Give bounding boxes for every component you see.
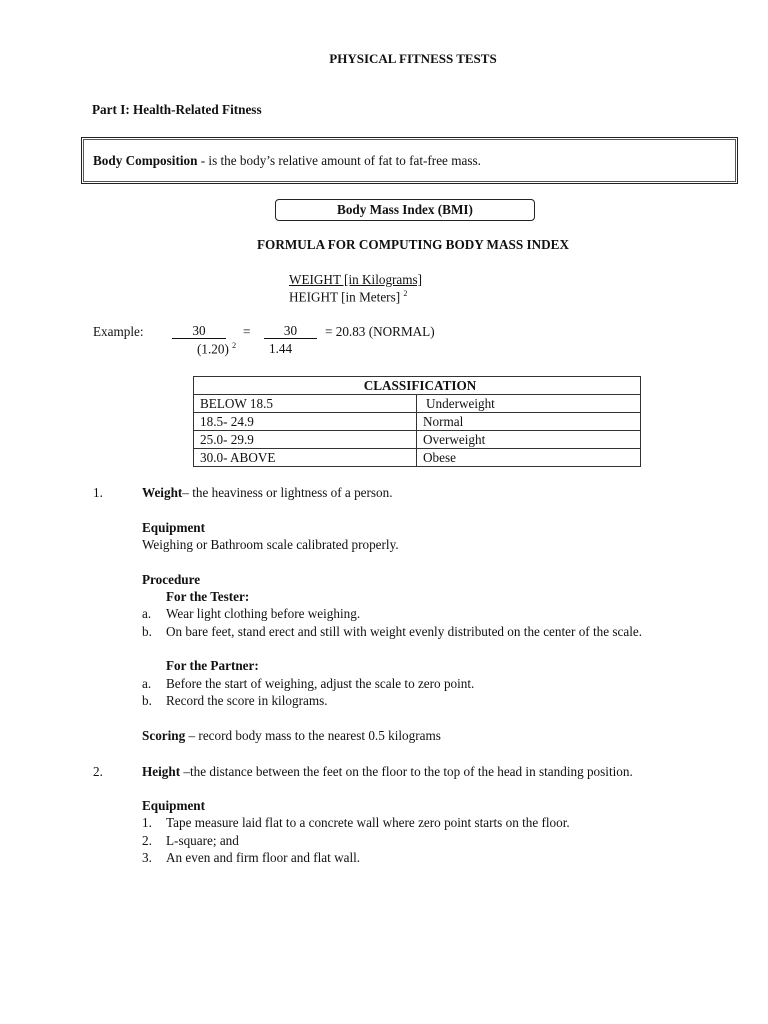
classification-table — [193, 376, 641, 467]
example-denominator-2: 1.44 — [269, 341, 293, 356]
table-row — [194, 449, 641, 467]
formula-denominator-text: HEIGHT [in Meters] — [289, 289, 401, 305]
body-composition-definition — [93, 153, 481, 169]
height-definition — [142, 764, 633, 780]
example-denominator-exponent: 2 — [232, 341, 237, 350]
list-marker: 2. — [142, 833, 152, 848]
partner-heading: For the Partner: — [166, 658, 259, 673]
list-marker: a. — [142, 606, 152, 621]
height-term: Height — [142, 764, 181, 779]
table-row — [194, 413, 641, 431]
section-heading: Part I: Health-Related Fitness — [92, 102, 262, 117]
scoring-term: Scoring — [142, 728, 186, 743]
weight-definition-text: – the heaviness or lightness of a person. — [182, 485, 393, 500]
formula-numerator: WEIGHT [in Kilograms] — [289, 272, 423, 287]
table-cell-label: Overweight — [417, 431, 641, 449]
example-result: = 20.83 (NORMAL) — [325, 324, 435, 339]
table-header-row — [194, 377, 641, 395]
table-row — [194, 431, 641, 449]
scoring-text: – record body mass to the nearest 0.5 kilograms — [185, 728, 441, 743]
list-marker: a. — [142, 676, 152, 691]
height-definition-text: –the distance between the feet on the floor to the top of the head in standing position. — [180, 764, 633, 779]
equipment-heading: Equipment — [142, 520, 206, 535]
equipment-text: Weighing or Bathroom scale calibrated properly. — [142, 537, 399, 552]
definition-text: - is the body’s relative amount of fat to fat-free mass. — [197, 153, 481, 168]
item-number: 2. — [93, 764, 103, 779]
table-cell-range: BELOW 18.5 — [194, 395, 417, 413]
definition-term: Body Composition — [93, 153, 198, 168]
equipment-heading: Equipment — [142, 798, 206, 813]
table-cell-range: 25.0- 29.9 — [194, 431, 417, 449]
list-item: Tape measure laid flat to a concrete wall where zero point starts on the floor. — [166, 815, 570, 830]
formula-heading: FORMULA FOR COMPUTING BODY MASS INDEX — [257, 237, 569, 252]
list-marker: 3. — [142, 850, 152, 865]
example-denominator-1-text: (1.20) — [197, 341, 229, 357]
weight-definition — [142, 485, 393, 501]
table-cell-range: 30.0- ABOVE — [194, 449, 417, 467]
list-marker: b. — [142, 624, 152, 639]
example-numerator-1: 30 — [172, 324, 226, 339]
procedure-heading: Procedure — [142, 572, 201, 587]
weight-term: Weight — [142, 485, 183, 500]
list-item: Before the start of weighing, adjust the scale to zero point. — [166, 676, 475, 691]
bmi-heading-box: Body Mass Index (BMI) — [275, 199, 535, 221]
table-row — [194, 395, 641, 413]
table-cell-label: Underweight — [417, 395, 641, 413]
table-header: CLASSIFICATION — [194, 377, 641, 395]
list-marker: b. — [142, 693, 152, 708]
table-cell-range: 18.5- 24.9 — [194, 413, 417, 431]
list-item: Record the score in kilograms. — [166, 693, 328, 708]
tester-heading: For the Tester: — [166, 589, 250, 604]
item-number: 1. — [93, 485, 103, 500]
example-equals: = — [243, 324, 251, 339]
list-item: On bare feet, stand erect and still with weight evenly distributed on the center of the scale. — [166, 624, 643, 639]
example-label: Example: — [93, 324, 144, 339]
example-denominator-1 — [197, 341, 236, 357]
list-marker: 1. — [142, 815, 152, 830]
table-cell-label: Normal — [417, 413, 641, 431]
example-numerator-2: 30 — [264, 324, 317, 339]
table-cell-label: Obese — [417, 449, 641, 467]
list-item: Wear light clothing before weighing. — [166, 606, 361, 621]
list-item: L-square; and — [166, 833, 239, 848]
formula-denominator — [289, 289, 407, 305]
formula-exponent: 2 — [403, 289, 408, 298]
scoring-line — [142, 728, 441, 744]
list-item: An even and firm floor and flat wall. — [166, 850, 361, 865]
page-title: PHYSICAL FITNESS TESTS — [329, 51, 497, 66]
